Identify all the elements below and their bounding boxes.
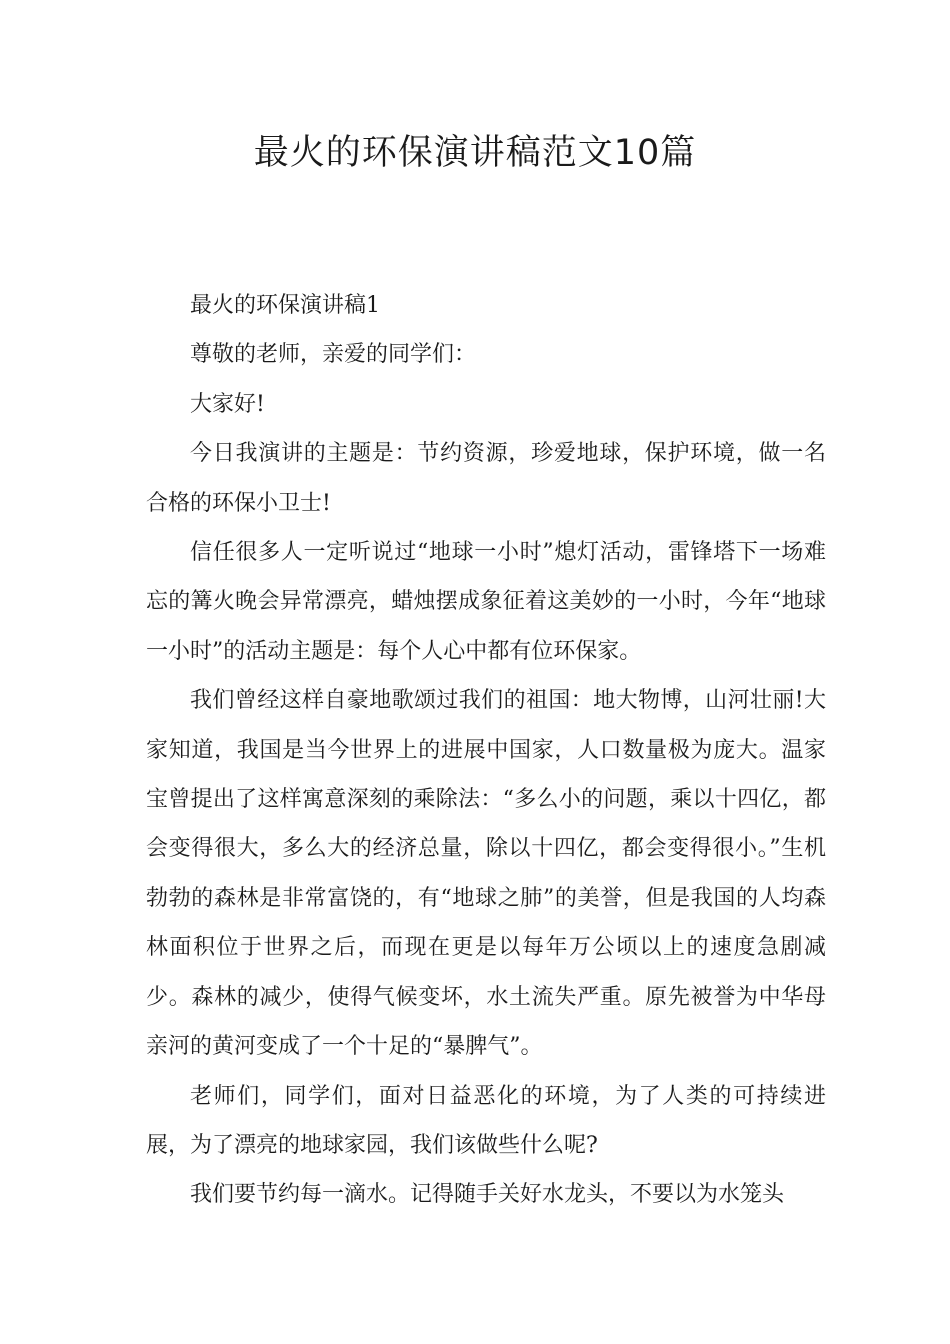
paragraph: 今日我演讲的主题是：节约资源，珍爱地球，保护环境，做一名合格的环保小卫士! <box>146 441 826 516</box>
section-heading: 最火的环保演讲稿1 <box>190 293 380 318</box>
paragraph: 我们要节约每一滴水。记得随手关好水龙头，不要以为水笼头 <box>190 1182 785 1208</box>
document-title: 最火的环保演讲稿范文10篇 <box>253 133 697 173</box>
paragraph: 我们曾经这样自豪地歌颂过我们的祖国：地大物博，山河壮丽!大家知道，我国是当今世界上的进展中国家，人口数量极为庞大。温家宝曾提出了这样寓意深刻的乘除法：“多么小的问题，乘以十四亿，都会变得很大，多么大的经济总量，除以十四亿，都会变得很小。”生机勃勃的森林是非常富饶的，有“地球之肺”的美誉，但是我国的人均森林面积位于世界之后，而现在更是以每年万公顷以上的速度急剧减少。森林的减少，使得气候变坏，水土流失严重。原先被誉为中华母亲河的黄河变成了一个十足的“暴脾气”。 <box>146 688 826 1060</box>
document-body <box>146 281 826 1220</box>
salutation: 尊敬的老师，亲爱的同学们： <box>190 342 477 368</box>
paragraph: 信任很多人一定听说过“地球一小时”熄灯活动，雷锋塔下一场难忘的篝火晚会异常漂亮，蜡烛摆成象征着这美妙的一小时，今年“地球一小时”的活动主题是：每个人心中都有位环保家。 <box>146 540 826 664</box>
greeting: 大家好! <box>190 391 265 417</box>
paragraph: 老师们，同学们，面对日益恶化的环境，为了人类的可持续进展，为了漂亮的地球家园，我们该做些什么呢? <box>146 1083 826 1158</box>
